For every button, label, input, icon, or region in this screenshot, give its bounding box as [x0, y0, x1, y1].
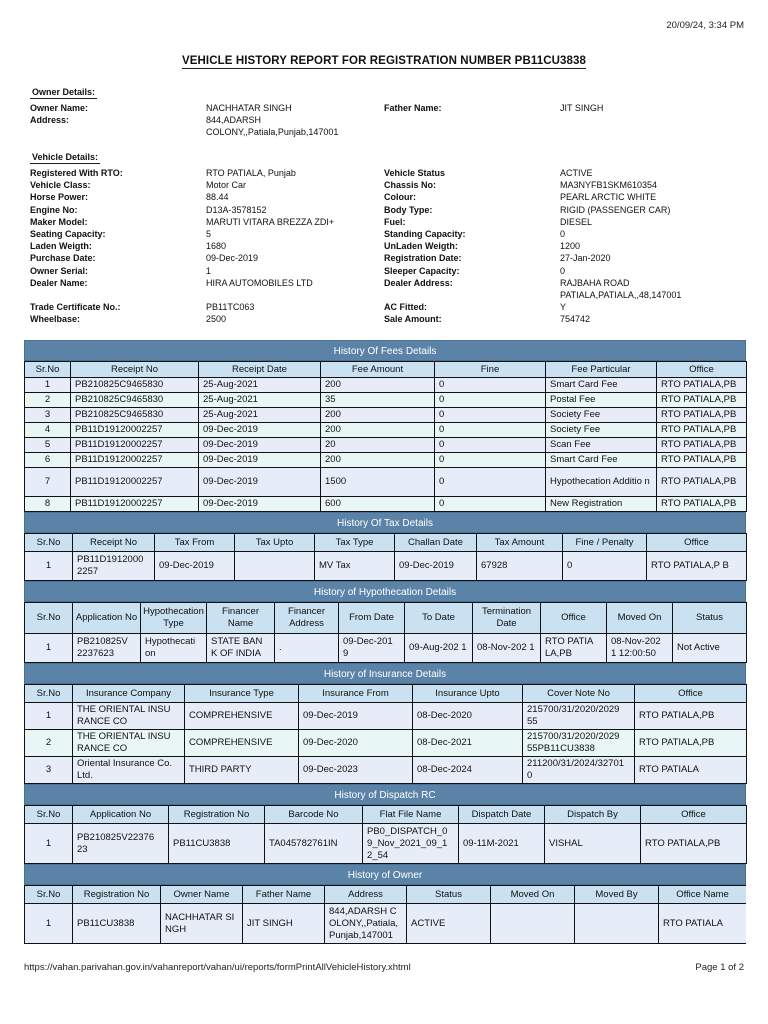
- table-cell: JIT SINGH: [243, 904, 325, 944]
- table-cell: 6: [25, 453, 71, 468]
- table-row: [25, 423, 747, 438]
- column-header: Sr.No: [25, 806, 73, 824]
- column-header: Receipt Date: [199, 362, 321, 378]
- table-cell: RTO PATIALA: [635, 757, 747, 784]
- table-cell: PB0_DISPATCH_0 9_Nov_2021_09_1 2_54: [363, 824, 459, 864]
- table-cell: 1: [25, 378, 71, 393]
- column-header: Cover Note No: [523, 685, 635, 703]
- table-cell: 0: [435, 438, 546, 453]
- table-cell: THIRD PARTY: [185, 757, 299, 784]
- column-header: Registration No: [169, 806, 265, 824]
- table-cell: 5: [25, 438, 71, 453]
- column-header: Office: [541, 603, 607, 634]
- vehicle-field-label: Engine No:: [30, 204, 78, 215]
- fees-history-block: [24, 340, 746, 512]
- father-name-label: Father Name:: [384, 103, 442, 113]
- table-row: [25, 904, 747, 944]
- table-cell: 1: [25, 824, 73, 864]
- table-cell: 1: [25, 552, 73, 581]
- vehicle-field-label: Sleeper Capacity:: [384, 265, 460, 276]
- table-cell: Not Active: [673, 634, 747, 663]
- column-header: Application No: [73, 603, 141, 634]
- vehicle-field-label: Chassis No:: [384, 180, 437, 191]
- table-cell: COMPREHENSIVE: [185, 730, 299, 757]
- vehicle-field-value: DIESEL: [560, 216, 593, 227]
- vehicle-field-value: MARUTI VITARA BREZZA ZDI+: [206, 216, 335, 227]
- column-header: Hypothecation Type: [141, 603, 207, 634]
- report-title: [0, 55, 768, 67]
- vehicle-field-value: RAJBAHA ROAD: [560, 277, 630, 288]
- table-cell: 35: [321, 393, 435, 408]
- address-line2: COLONY,,Patiala,Punjab,147001: [206, 127, 339, 137]
- column-header: Tax Upto: [235, 534, 315, 552]
- table-cell: RTO PATIALA,PB: [657, 393, 747, 408]
- table-cell: 08-Nov-202 1: [473, 634, 541, 663]
- table-cell: Smart Card Fee: [546, 378, 657, 393]
- report-title-text: VEHICLE HISTORY REPORT FOR REGISTRATION NUMBER PB11CU3838: [181, 55, 586, 67]
- vehicle-field-value: RTO PATIALA, Punjab: [206, 168, 296, 178]
- column-header: Tax From: [155, 534, 235, 552]
- column-header: Tax Type: [315, 534, 395, 552]
- column-header: Insurance From: [299, 685, 413, 703]
- table-cell: 20: [321, 438, 435, 453]
- column-header: Insurance Type: [185, 685, 299, 703]
- table-row: [25, 757, 747, 784]
- table-cell: PB210825C9465830: [71, 408, 199, 423]
- address-label: Address:: [30, 115, 70, 125]
- vehicle-field-value: D13A-3578152: [206, 204, 267, 215]
- table-cell: RTO PATIALA,PB: [657, 438, 747, 453]
- vehicle-field-value: 5: [206, 229, 212, 239]
- table-cell: THE ORIENTAL INSU RANCE CO: [73, 703, 185, 730]
- column-header: Registration No: [73, 886, 161, 904]
- dispatch-history-table: [24, 805, 747, 864]
- column-header: Fee Particular: [546, 362, 657, 378]
- table-cell: 600: [321, 497, 435, 512]
- owner-history-block: [24, 864, 746, 973]
- table-row: [25, 468, 747, 497]
- vehicle-field-label: UnLaden Weigth:: [384, 241, 458, 252]
- vehicle-field-label: Fuel:: [384, 216, 406, 227]
- vehicle-field-label: Body Type:: [384, 204, 433, 215]
- table-cell: RTO PATIALA,PB: [657, 497, 747, 512]
- table-cell: PB11D19120002257: [71, 423, 199, 438]
- vehicle-field-value: 88.44: [206, 192, 229, 203]
- vehicle-field-label: Registration Date:: [384, 253, 462, 264]
- insurance-history-title: History of Insurance Details: [24, 663, 746, 684]
- table-cell: RTO PATIALA,PB: [657, 453, 747, 468]
- table-cell: Oriental Insurance Co. Ltd.: [73, 757, 185, 784]
- table-cell: 08-Dec-2020: [413, 703, 523, 730]
- vehicle-field-label: Purchase Date:: [30, 253, 96, 264]
- vehicle-field-value: 1: [206, 265, 212, 276]
- table-cell: NACHHATAR SI NGH: [161, 904, 243, 944]
- table-cell: RTO PATIALA,PB: [641, 824, 747, 864]
- dispatch-history-block: [24, 784, 746, 864]
- vehicle-field-value: 27-Jan-2020: [560, 253, 611, 264]
- table-cell: TA045782761IN: [265, 824, 363, 864]
- table-cell: 2: [25, 730, 73, 757]
- table-cell: PB11D1912000 2257: [73, 552, 155, 581]
- address-line1: 844,ADARSH: [206, 115, 262, 125]
- column-header: Moved On: [607, 603, 673, 634]
- table-cell: RTO PATIALA,P B: [647, 552, 747, 581]
- column-header: Fee Amount: [321, 362, 435, 378]
- history-tables: [24, 340, 746, 973]
- table-cell: RTO PATIALA,PB: [657, 378, 747, 393]
- owner-history-table: [24, 885, 746, 944]
- table-cell: Hypothecati on: [141, 634, 207, 663]
- dispatch-history-title: History of Dispatch RC: [24, 784, 746, 805]
- vehicle-field-value: 1680: [206, 241, 227, 252]
- table-cell: RTO PATIALA,PB: [657, 423, 747, 438]
- insurance-history-table: [24, 684, 747, 784]
- table-cell: RTO PATIALA,PB: [657, 468, 747, 497]
- table-row: [25, 408, 747, 423]
- table-cell: 08-Dec-2021: [413, 730, 523, 757]
- vehicle-field-value: PATIALA,PATIALA,,48,147001: [560, 290, 682, 300]
- column-header: From Date: [339, 603, 405, 634]
- column-header: Fine / Penalty: [563, 534, 647, 552]
- column-header: Status: [673, 603, 747, 634]
- table-cell: 1: [25, 634, 73, 663]
- print-timestamp: 20/09/24, 3:34 PM: [666, 20, 744, 31]
- vehicle-field-value: RIGID (PASSENGER CAR): [560, 204, 671, 215]
- table-cell: [235, 552, 315, 581]
- column-header: Fine: [435, 362, 546, 378]
- vehicle-field-label: Trade Certificate No.:: [30, 302, 121, 313]
- table-cell: PB11CU3838: [73, 904, 161, 944]
- table-cell: 7: [25, 468, 71, 497]
- vehicle-details-heading: Vehicle Details:: [32, 152, 99, 162]
- vehicle-field-label: Standing Capacity:: [384, 229, 466, 239]
- table-cell: MV Tax: [315, 552, 395, 581]
- hypothecation-history-block: [24, 581, 746, 663]
- table-cell: PB11D19120002257: [71, 497, 199, 512]
- table-cell: 08-Nov-202 1 12:00:50: [607, 634, 673, 663]
- owner-name-value: NACHHATAR SINGH: [206, 103, 292, 113]
- table-cell: .: [275, 634, 339, 663]
- column-header: Insurance Company: [73, 685, 185, 703]
- table-cell: 8: [25, 497, 71, 512]
- table-row: [25, 393, 747, 408]
- table-cell: Postal Fee: [546, 393, 657, 408]
- table-cell: 09-Aug-202 1: [405, 634, 473, 663]
- vehicle-field-label: Vehicle Status: [384, 168, 446, 178]
- column-header: Financer Address: [275, 603, 339, 634]
- column-header: Receipt No: [73, 534, 155, 552]
- column-header: Father Name: [243, 886, 325, 904]
- table-cell: 09-Dec-201 9: [339, 634, 405, 663]
- table-cell: 1500: [321, 468, 435, 497]
- table-cell: 08-Dec-2024: [413, 757, 523, 784]
- column-header: Sr.No: [25, 603, 73, 634]
- table-row: [25, 453, 747, 468]
- table-row: [25, 824, 747, 864]
- vehicle-field-label: Sale Amount:: [384, 314, 442, 325]
- column-header: Dispatch Date: [459, 806, 545, 824]
- tax-history-table: [24, 533, 747, 581]
- table-cell: 211200/31/2024/32701 0: [523, 757, 635, 784]
- column-header: Application No: [73, 806, 169, 824]
- father-name-value: JIT SINGH: [560, 103, 604, 113]
- vehicle-field-label: Colour:: [384, 192, 416, 203]
- table-cell: 3: [25, 408, 71, 423]
- owner-details-heading: Owner Details:: [32, 87, 96, 97]
- vehicle-field-label: AC Fitted:: [384, 302, 427, 313]
- table-cell: 200: [321, 453, 435, 468]
- table-cell: VISHAL: [545, 824, 641, 864]
- table-cell: New Registration: [546, 497, 657, 512]
- vehicle-field-label: Maker Model:: [30, 216, 88, 227]
- table-cell: [575, 904, 659, 944]
- table-cell: 09-Dec-2019: [199, 438, 321, 453]
- column-header: Sr.No: [25, 685, 73, 703]
- hypothecation-history-title: History of Hypothecation Details: [24, 581, 746, 602]
- vehicle-field-value: Y: [560, 302, 567, 313]
- table-row: [25, 634, 747, 663]
- table-cell: PB11D19120002257: [71, 468, 199, 497]
- table-cell: RTO PATIALA: [659, 904, 747, 944]
- table-cell: 0: [435, 468, 546, 497]
- hypothecation-history-table: [24, 602, 747, 663]
- table-cell: Society Fee: [546, 408, 657, 423]
- vehicle-field-value: PEARL ARCTIC WHITE: [560, 192, 657, 203]
- table-cell: 3: [25, 757, 73, 784]
- table-cell: 0: [435, 453, 546, 468]
- table-row: [25, 703, 747, 730]
- table-cell: 2: [25, 393, 71, 408]
- vehicle-field-value: 0: [560, 229, 566, 239]
- table-cell: PB210825V 2237623: [73, 634, 141, 663]
- vehicle-field-label: Registered With RTO:: [30, 168, 123, 178]
- table-cell: 0: [563, 552, 647, 581]
- table-cell: PB11CU3838: [169, 824, 265, 864]
- table-row: [25, 438, 747, 453]
- table-row: [25, 552, 747, 581]
- table-cell: 215700/31/2020/2029 55: [523, 703, 635, 730]
- table-cell: 0: [435, 378, 546, 393]
- vehicle-field-label: Owner Serial:: [30, 265, 89, 276]
- table-cell: PB210825C9465830: [71, 393, 199, 408]
- table-cell: 0: [435, 393, 546, 408]
- table-cell: 09-Dec-2020: [299, 730, 413, 757]
- column-header: Moved By: [575, 886, 659, 904]
- vehicle-field-value: 0: [560, 265, 566, 276]
- column-header: Dispatch By: [545, 806, 641, 824]
- vehicle-field-value: 09-Dec-2019: [206, 253, 259, 264]
- column-header: To Date: [405, 603, 473, 634]
- vehicle-field-value: 754742: [560, 314, 591, 325]
- table-cell: 09-Dec-2019: [155, 552, 235, 581]
- table-cell: 0: [435, 423, 546, 438]
- insurance-history-block: [24, 663, 746, 784]
- table-cell: 09-Dec-2019: [199, 423, 321, 438]
- vehicle-field-value: PB11TC063: [206, 302, 255, 313]
- table-cell: RTO PATIALA,PB: [635, 730, 747, 757]
- table-cell: 67928: [477, 552, 563, 581]
- table-row: [25, 497, 747, 512]
- column-header: Flat File Name: [363, 806, 459, 824]
- vehicle-field-label: Wheelbase:: [30, 314, 81, 325]
- column-header: Sr.No: [25, 886, 73, 904]
- vehicle-field-label: Seating Capacity:: [30, 229, 106, 239]
- table-cell: RTO PATIALA,PB: [657, 408, 747, 423]
- table-cell: 0: [435, 497, 546, 512]
- table-cell: 200: [321, 378, 435, 393]
- table-cell: COMPREHENSIVE: [185, 703, 299, 730]
- vehicle-field-value: HIRA AUTOMOBILES LTD: [206, 277, 313, 288]
- table-cell: 09-Dec-2019: [395, 552, 477, 581]
- tax-history-block: [24, 512, 746, 581]
- column-header: Sr.No: [25, 534, 73, 552]
- vehicle-field-value: 1200: [560, 241, 581, 252]
- page-indicator: Page 1 of 2: [695, 962, 744, 973]
- column-header: Office: [657, 362, 747, 378]
- column-header: Office: [641, 806, 747, 824]
- table-cell: 844,ADARSH C OLONY,,Patiala, Punjab,147001: [325, 904, 407, 944]
- table-cell: STATE BAN K OF INDIA: [207, 634, 275, 663]
- table-row: [25, 378, 747, 393]
- table-cell: PB11D19120002257: [71, 453, 199, 468]
- column-header: Office: [647, 534, 747, 552]
- vehicle-field-value: MA3NYFB1SKM610354: [560, 180, 658, 191]
- column-header: Owner Name: [161, 886, 243, 904]
- table-cell: Hypothecation Additio n: [546, 468, 657, 497]
- table-cell: 09-Dec-2019: [299, 703, 413, 730]
- column-header: Insurance Upto: [413, 685, 523, 703]
- column-header: Receipt No: [71, 362, 199, 378]
- table-cell: Scan Fee: [546, 438, 657, 453]
- table-cell: Society Fee: [546, 423, 657, 438]
- fees-history-table: [24, 361, 747, 512]
- tax-history-title: History Of Tax Details: [24, 512, 746, 533]
- column-header: Financer Name: [207, 603, 275, 634]
- table-cell: 25-Aug-2021: [199, 378, 321, 393]
- table-cell: THE ORIENTAL INSU RANCE CO: [73, 730, 185, 757]
- table-cell: 4: [25, 423, 71, 438]
- vehicle-field-label: Dealer Address:: [384, 277, 453, 288]
- table-row: [25, 730, 747, 757]
- column-header: Barcode No: [265, 806, 363, 824]
- table-cell: 1: [25, 703, 73, 730]
- table-cell: RTO PATIALA,PB: [635, 703, 747, 730]
- column-header: Address: [325, 886, 407, 904]
- owner-name-label: Owner Name:: [30, 103, 89, 113]
- column-header: Office: [635, 685, 747, 703]
- column-header: Status: [407, 886, 491, 904]
- vehicle-field-label: Horse Power:: [30, 192, 89, 203]
- table-cell: 0: [435, 408, 546, 423]
- table-cell: ACTIVE: [407, 904, 491, 944]
- table-cell: 200: [321, 423, 435, 438]
- table-cell: 09-Dec-2019: [199, 497, 321, 512]
- fees-history-title: History Of Fees Details: [24, 340, 746, 361]
- vehicle-field-label: Vehicle Class:: [30, 180, 91, 191]
- column-header: Moved On: [491, 886, 575, 904]
- owner-history-wrap: [24, 885, 746, 973]
- column-header: Termination Date: [473, 603, 541, 634]
- vehicle-field-label: Laden Weigth:: [30, 241, 92, 252]
- table-cell: PB210825C9465830: [71, 378, 199, 393]
- table-cell: 25-Aug-2021: [199, 393, 321, 408]
- table-cell: 09-Dec-2023: [299, 757, 413, 784]
- footer-url[interactable]: https://vahan.parivahan.gov.in/vahanreport/vahan/ui/reports/formPrintAllVehicleHistory.xhtml: [24, 962, 411, 973]
- vehicle-field-value: ACTIVE: [560, 168, 593, 178]
- vehicle-field-value: 2500: [206, 314, 227, 325]
- vehicle-field-value: Motor Car: [206, 180, 247, 191]
- column-header: Sr.No: [25, 362, 71, 378]
- table-cell: 1: [25, 904, 73, 944]
- column-header: Tax Amount: [477, 534, 563, 552]
- table-cell: 09-11M-2021: [459, 824, 545, 864]
- table-cell: PB11D19120002257: [71, 438, 199, 453]
- table-cell: 09-Dec-2019: [199, 468, 321, 497]
- table-cell: [491, 904, 575, 944]
- table-cell: 215700/31/2020/2029 55PB11CU3838: [523, 730, 635, 757]
- table-cell: PB210825V22376 23: [73, 824, 169, 864]
- table-cell: 200: [321, 408, 435, 423]
- table-cell: RTO PATIA LA,PB: [541, 634, 607, 663]
- column-header: Challan Date: [395, 534, 477, 552]
- table-cell: Smart Card Fee: [546, 453, 657, 468]
- column-header: Office Name: [659, 886, 747, 904]
- table-cell: 25-Aug-2021: [199, 408, 321, 423]
- table-cell: 09-Dec-2019: [199, 453, 321, 468]
- owner-history-title: History of Owner: [24, 864, 746, 885]
- vehicle-field-label: Dealer Name:: [30, 277, 88, 288]
